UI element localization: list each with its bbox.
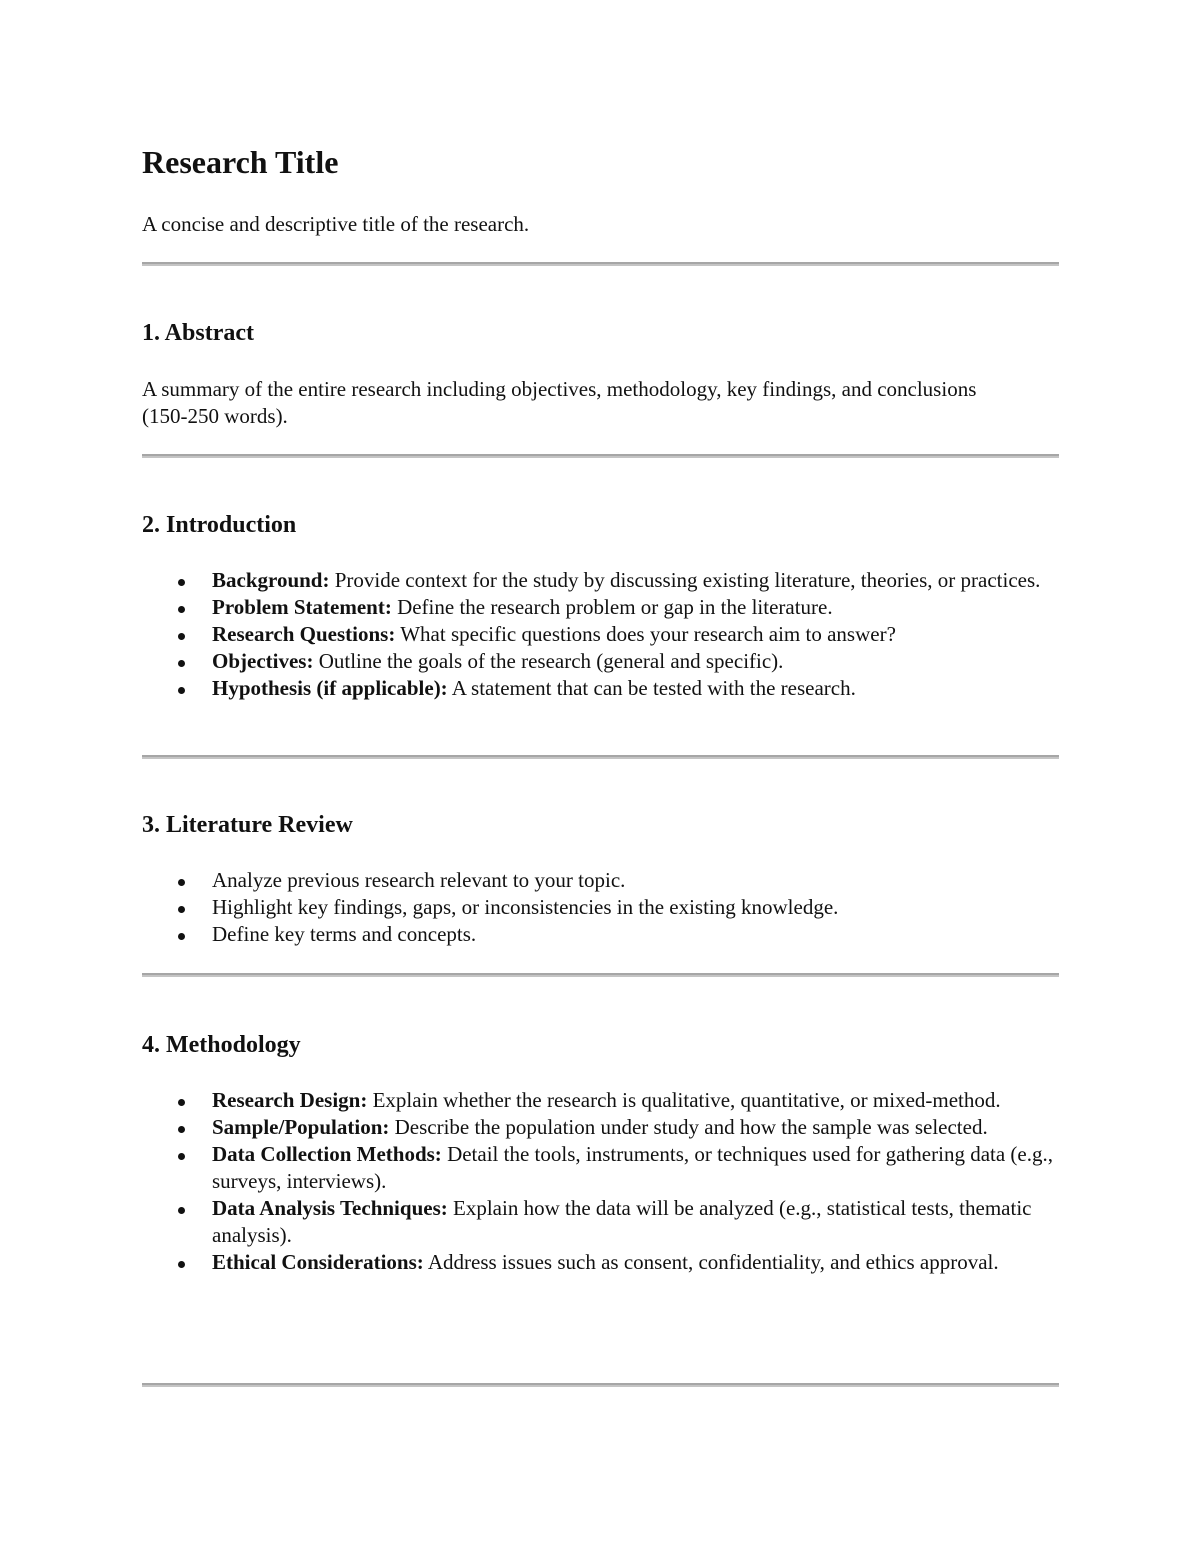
abstract-paragraph: A summary of the entire research including objectives, methodology, key findings, and conclusions (150-250 words). [142,377,977,428]
list-item [142,648,1059,675]
item-term: Sample/Population: [212,1115,390,1139]
item-term: Data Analysis Techniques: [212,1196,448,1220]
horizontal-divider [142,755,1059,759]
introduction-list [142,567,1059,702]
section-heading-abstract: 1. Abstract [142,320,254,346]
list-item [142,567,1059,594]
item-text: Explain whether the research is qualitative, quantitative, or mixed-method. [367,1088,1001,1112]
bullet-icon [178,606,185,613]
list-item [142,675,1059,702]
item-term: Background: [212,568,330,592]
list-item [142,867,1059,894]
item-term: Data Collection Methods: [212,1142,442,1166]
bullet-icon [178,660,185,667]
item-text: Outline the goals of the research (general and specific). [313,649,784,673]
item-term: Ethical Considerations: [212,1250,424,1274]
bullet-icon [178,879,185,886]
bullet-icon [178,1099,185,1106]
bullet-icon [178,933,185,940]
bullet-icon [178,1261,185,1268]
list-item [142,594,1059,621]
bullet-icon [178,1153,185,1160]
horizontal-divider [142,262,1059,266]
item-text: Define the research problem or gap in the literature. [391,595,833,619]
list-item [142,1249,1059,1276]
literature-review-list [142,867,1059,948]
item-term: Problem Statement: [212,595,392,619]
methodology-list [142,1087,1059,1276]
item-term: Hypothesis (if applicable): [212,676,448,700]
bullet-icon [178,1207,185,1214]
bullet-icon [178,1126,185,1133]
item-text: Describe the population under study and how the sample was selected. [389,1115,988,1139]
item-text: Detail the tools, instruments, or techniques used for gathering data (e.g., surveys, interviews). [212,1142,1053,1193]
section-heading-literature-review: 3. Literature Review [142,812,353,838]
item-text: What specific questions does your research aim to answer? [395,622,896,646]
item-term: Objectives: [212,649,314,673]
item-term: Research Design: [212,1088,368,1112]
list-item [142,921,1059,948]
item-text: Address issues such as consent, confidentiality, and ethics approval. [423,1250,999,1274]
list-item [142,1141,1059,1195]
list-item [142,894,1059,921]
item-text: Provide context for the study by discussing existing literature, theories, or practices. [329,568,1041,592]
horizontal-divider [142,973,1059,977]
horizontal-divider [142,1383,1059,1387]
item-text: Highlight key findings, gaps, or inconsistencies in the existing knowledge. [212,895,839,919]
item-term: Research Questions: [212,622,396,646]
section-heading-methodology: 4. Methodology [142,1032,301,1058]
list-item [142,621,1059,648]
list-item [142,1195,1059,1249]
section-heading-introduction: 2. Introduction [142,512,297,538]
bullet-icon [178,633,185,640]
bullet-icon [178,687,185,694]
item-text: Explain how the data will be analyzed (e.g., statistical tests, thematic analysis). [212,1196,1032,1247]
bullet-icon [178,906,185,913]
horizontal-divider [142,454,1059,458]
item-text: Analyze previous research relevant to your topic. [212,868,626,892]
document-title: Research Title [142,144,339,180]
list-item [142,1087,1059,1114]
bullet-icon [178,579,185,586]
list-item [142,1114,1059,1141]
item-text: A statement that can be tested with the research. [447,676,856,700]
document-subtitle: A concise and descriptive title of the research. [142,212,530,236]
item-text: Define key terms and concepts. [212,922,477,946]
